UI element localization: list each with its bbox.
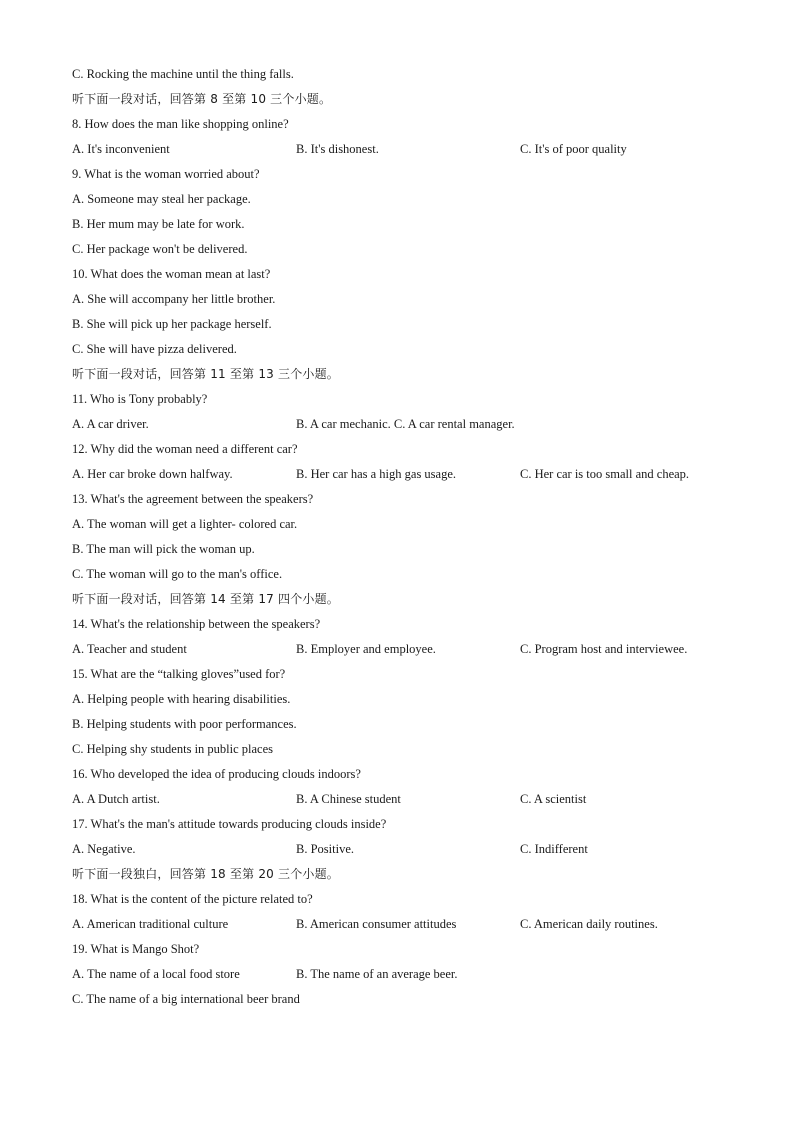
- answer-option: A. The name of a local food store: [72, 967, 240, 981]
- question-line: C. Her package won't be delivered.: [72, 242, 248, 256]
- answer-option: A. A Dutch artist.: [72, 792, 160, 806]
- answer-option: A. Negative.: [72, 842, 136, 856]
- question-line: A. Helping people with hearing disabilities.: [72, 692, 291, 706]
- question-line: 14. What's the relationship between the speakers?: [72, 617, 321, 631]
- answer-option: A. Teacher and student: [72, 642, 187, 656]
- question-line: 9. What is the woman worried about?: [72, 167, 260, 181]
- answer-option: C. A scientist: [520, 792, 587, 806]
- question-line: C. She will have pizza delivered.: [72, 342, 237, 356]
- question-line: 12. Why did the woman need a different car?: [72, 442, 298, 456]
- section-instruction: 听下面一段对话，回答第 11 至第 13 三个小题。: [72, 367, 339, 381]
- question-line: A. Someone may steal her package.: [72, 192, 251, 206]
- answer-option: C. American daily routines.: [520, 917, 658, 931]
- question-line: 11. Who is Tony probably?: [72, 392, 208, 406]
- answer-option: A. It's inconvenient: [72, 142, 170, 156]
- answer-option: C. It's of poor quality: [520, 142, 627, 156]
- question-line: 18. What is the content of the picture related to?: [72, 892, 313, 906]
- options-row: [72, 962, 732, 987]
- question-line: 10. What does the woman mean at last?: [72, 267, 271, 281]
- question-line: 17. What's the man's attitude towards producing clouds inside?: [72, 817, 387, 831]
- answer-option: B. Her car has a high gas usage.: [296, 467, 457, 481]
- answer-option: B. The name of an average beer.: [296, 967, 458, 981]
- question-line: A. The woman will get a lighter- colored car.: [72, 517, 298, 531]
- options-row: [72, 462, 732, 487]
- document-page: [72, 62, 732, 1012]
- answer-option: B. Positive.: [296, 842, 354, 856]
- section-instruction: 听下面一段对话，回答第 14 至第 17 四个小题。: [72, 592, 339, 606]
- question-line: B. Helping students with poor performances.: [72, 717, 297, 731]
- question-line: 8. How does the man like shopping online?: [72, 117, 289, 131]
- question-line: 19. What is Mango Shot?: [72, 942, 200, 956]
- question-line: B. She will pick up her package herself.: [72, 317, 272, 331]
- question-line: B. Her mum may be late for work.: [72, 217, 245, 231]
- question-line: 13. What's the agreement between the speakers?: [72, 492, 314, 506]
- options-row: [72, 637, 732, 662]
- answer-option: B. Employer and employee.: [296, 642, 436, 656]
- options-row: [72, 912, 732, 937]
- answer-option: B. American consumer attitudes: [296, 917, 457, 931]
- section-instruction: 听下面一段对话，回答第 8 至第 10 三个小题。: [72, 92, 332, 106]
- answer-option: A. American traditional culture: [72, 917, 229, 931]
- answer-option: B. A car mechanic. C. A car rental manager.: [296, 417, 515, 431]
- question-line: C. Rocking the machine until the thing falls.: [72, 67, 294, 81]
- question-line: 16. Who developed the idea of producing clouds indoors?: [72, 767, 361, 781]
- question-line: C. Helping shy students in public places: [72, 742, 274, 756]
- section-instruction: 听下面一段独白，回答第 18 至第 20 三个小题。: [72, 867, 339, 881]
- options-row: [72, 412, 732, 437]
- answer-option: B. A Chinese student: [296, 792, 401, 806]
- answer-option: A. A car driver.: [72, 417, 149, 431]
- answer-option: B. It's dishonest.: [296, 142, 379, 156]
- question-line: C. The name of a big international beer brand: [72, 992, 300, 1006]
- question-line: 15. What are the “talking gloves”used for?: [72, 667, 286, 681]
- answer-option: A. Her car broke down halfway.: [72, 467, 233, 481]
- question-line: B. The man will pick the woman up.: [72, 542, 255, 556]
- answer-option: C. Program host and interviewee.: [520, 642, 688, 656]
- options-row: [72, 837, 732, 862]
- answer-option: C. Indifferent: [520, 842, 588, 856]
- answer-option: C. Her car is too small and cheap.: [520, 467, 690, 481]
- question-line: C. The woman will go to the man's office.: [72, 567, 283, 581]
- options-row: [72, 137, 732, 162]
- question-line: A. She will accompany her little brother.: [72, 292, 276, 306]
- options-row: [72, 787, 732, 812]
